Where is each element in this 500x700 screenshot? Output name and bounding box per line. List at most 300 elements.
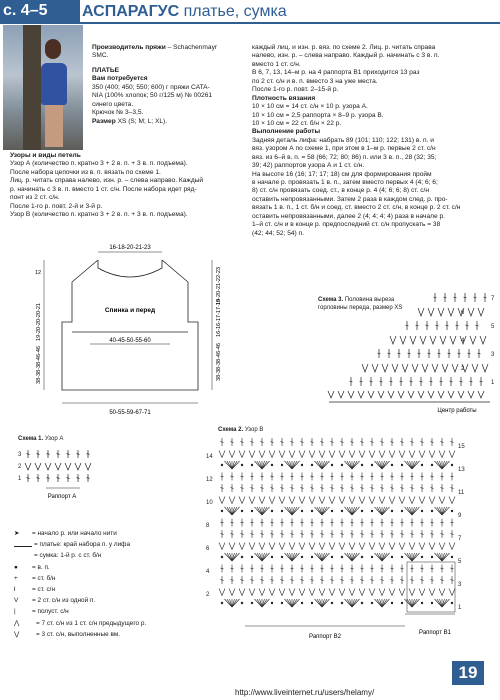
patterns-line: Лиц. р. читать справа налево, изн. р. – слева направо. Каждый [10, 177, 204, 185]
stitch-bar [411, 476, 414, 477]
stitch-bar [441, 488, 444, 489]
stitch-bar [361, 488, 364, 489]
stitch-bar [241, 580, 244, 581]
v-stitch-mark [359, 451, 365, 458]
stitch-bar [470, 381, 473, 382]
chain-dot [281, 510, 283, 512]
v-stitch-mark [339, 589, 345, 596]
chain-dot [271, 510, 273, 512]
stitch-bar [231, 442, 234, 443]
stitch-bar [341, 522, 344, 523]
chain-dot [371, 556, 373, 558]
stitch-bar [321, 568, 324, 569]
fan-mark [407, 461, 412, 469]
fan-mark [437, 507, 442, 515]
v-stitch-mark [339, 451, 345, 458]
work-line: Задняя деталь лифа: набрать 89 (101; 110; 122; 131) в. п. и [252, 136, 434, 144]
v-stitch-mark [399, 451, 405, 458]
v-stitch-mark [432, 364, 438, 372]
stitch-bar [221, 522, 224, 523]
v-stitch-mark [319, 451, 325, 458]
stitch-bar [428, 353, 431, 354]
work-line: 8) ст. с/н провязать соед. ст., в конце р. 4 (4; 6; 6; 8) ст. с/н [252, 187, 429, 195]
photo-dress [41, 63, 67, 105]
stitch-bar [441, 476, 444, 477]
legend-item [14, 550, 199, 561]
stitch-bar [331, 476, 334, 477]
fan-mark [317, 461, 322, 469]
stitch-bar [331, 522, 334, 523]
v-stitch-mark [349, 589, 355, 596]
v-stitch-mark [388, 391, 394, 398]
stitch-bar [351, 442, 354, 443]
v-stitch-mark [339, 543, 345, 550]
stitch-bar [311, 522, 314, 523]
chain-dot [311, 556, 313, 558]
v-stitch-mark [289, 543, 295, 550]
stitch-bar [291, 568, 294, 569]
v-stitch-mark [358, 391, 364, 398]
stitch-bar [436, 325, 439, 326]
stitch-bar [456, 325, 459, 326]
stitch-bar [321, 580, 324, 581]
scheme2-row-number: 7 [458, 536, 462, 542]
v-stitch-mark [439, 497, 445, 504]
stitch-bar [411, 488, 414, 489]
stitch-bar [321, 488, 324, 489]
stitch-bar [430, 381, 433, 382]
chain-dot [421, 556, 423, 558]
chain-dot [341, 510, 343, 512]
stitch-bar [350, 381, 353, 382]
v-stitch-mark [229, 451, 235, 458]
chain-dot [391, 464, 393, 466]
stitch-bar [391, 534, 394, 535]
v-stitch-mark [428, 391, 434, 398]
side-left-bottom-label: 38-38-38-46-46 [36, 346, 42, 384]
stitch-bar [47, 454, 50, 455]
scheme2-subtitle: Узор В [243, 427, 264, 433]
v-stitch-mark [470, 336, 476, 344]
stitch-bar [301, 442, 304, 443]
stitch-bar [371, 568, 374, 569]
v-stitch-mark [429, 543, 435, 550]
scheme3-chart [325, 290, 495, 420]
stitch-bar [361, 568, 364, 569]
v-stitch-mark [259, 497, 265, 504]
fan-mark [407, 599, 412, 607]
stitch-bar [311, 568, 314, 569]
stitch-bar [281, 568, 284, 569]
stitch-bar [460, 381, 463, 382]
v-stitch-mark [219, 451, 225, 458]
scheme2-row-number: 5 [458, 559, 462, 565]
need-line: 350 (400; 450; 550; 600) г пряжи CATA- [92, 83, 210, 91]
stitch-bar [431, 476, 434, 477]
instr-line: вместо 1 ст. с/н. [252, 60, 301, 68]
chain-dot [421, 464, 423, 466]
v-stitch-mark [348, 391, 354, 398]
stitch-bar [261, 488, 264, 489]
v-stitch-mark [450, 336, 456, 344]
patterns-line: понт из 2 ст. с/н. [10, 194, 60, 202]
chain-dot [341, 602, 343, 604]
legend-item [14, 528, 199, 539]
stitch-bar [311, 580, 314, 581]
v-stitch-mark [45, 463, 51, 470]
stitch-bar [47, 478, 50, 479]
v-stitch-mark [379, 543, 385, 550]
photo-head [45, 39, 61, 59]
stitch-bar [411, 534, 414, 535]
chain-dot [221, 602, 223, 604]
stitch-bar [401, 488, 404, 489]
stitch-bar [371, 476, 374, 477]
chain-dot [241, 602, 243, 604]
work-line: 39; 42) раппортов узора А и 1 ст. с/н. [252, 162, 365, 170]
scheme3-row-number: 5 [491, 324, 495, 330]
stitch-bar [381, 488, 384, 489]
v-stitch-mark [378, 391, 384, 398]
stitch-bar [401, 534, 404, 535]
stitch-bar [421, 442, 424, 443]
stitch-bar [231, 534, 234, 535]
v-stitch-mark [339, 497, 345, 504]
fan-mark [437, 599, 442, 607]
stitch-bar [361, 476, 364, 477]
stitch-bar [410, 381, 413, 382]
stitch-bar [371, 534, 374, 535]
chain-dot [371, 464, 373, 466]
stitch-bar [380, 381, 383, 382]
legend-text: = 2 ст. с/н из одной п. [32, 597, 96, 605]
stitch-bar [484, 297, 487, 298]
chain-dot [401, 556, 403, 558]
stitch-bar [251, 534, 254, 535]
chain-dot [431, 464, 433, 466]
v-stitch-mark [299, 451, 305, 458]
legend-text: = ст. б/н [32, 574, 56, 582]
stitch-bar [401, 442, 404, 443]
v-stitch-mark [419, 451, 425, 458]
fan-mark [317, 507, 322, 515]
stitch-bar [57, 454, 60, 455]
v-stitch-mark [328, 391, 334, 398]
stitch-bar [281, 580, 284, 581]
v-stitch-mark [389, 589, 395, 596]
v-stitch-mark [420, 336, 426, 344]
top-width-label: 16-18-20-21-23 [109, 245, 151, 251]
stitch-bar [27, 454, 30, 455]
stitch-bar [67, 478, 70, 479]
stitch-bar [420, 381, 423, 382]
v-stitch-mark [418, 391, 424, 398]
v-stitch-mark [229, 497, 235, 504]
chain-dot [221, 510, 223, 512]
chain-dot [451, 602, 453, 604]
stitch-bar [77, 478, 80, 479]
stitch-bar [301, 488, 304, 489]
need-title: Вам потребуется [92, 75, 148, 83]
scheme2-row-number: 2 [206, 592, 210, 598]
work-line: (42; 44; 52; 54) п. [252, 229, 304, 237]
v-stitch-mark [319, 543, 325, 550]
scheme1-subtitle: Узор А [43, 436, 64, 442]
stitch-bar [301, 580, 304, 581]
stitch-bar [421, 568, 424, 569]
chain-dot [311, 602, 313, 604]
legend-item [14, 606, 199, 617]
v-stitch-mark [472, 364, 478, 372]
stitch-bar [331, 580, 334, 581]
stitch-bar [371, 580, 374, 581]
scheme3-row-number: 3 [491, 352, 495, 358]
scheme2-row-number: 11 [458, 490, 465, 496]
chain-dot [221, 464, 223, 466]
fan-mark [257, 599, 262, 607]
density-title: Плотность вязания [252, 94, 316, 102]
fan-mark [257, 507, 262, 515]
scheme3-row-number: 1 [491, 380, 495, 386]
stitch-bar [446, 325, 449, 326]
v-stitch-mark [392, 364, 398, 372]
chain-dot [221, 556, 223, 558]
stitch-bar [261, 476, 264, 477]
v-stitch-mark [398, 391, 404, 398]
v-stitch-mark [269, 451, 275, 458]
chain-dot [331, 464, 333, 466]
yarn-brand-2: SMC. [92, 52, 109, 60]
v-stitch-mark [418, 308, 424, 316]
chain-dot [281, 602, 283, 604]
stitch-bar [361, 534, 364, 535]
stitch-bar [391, 476, 394, 477]
v-stitch-mark [429, 589, 435, 596]
stitch-bar [391, 522, 394, 523]
stitch-bar [360, 381, 363, 382]
start-symbol-icon: ➤ [14, 530, 20, 537]
chain-dot [251, 510, 253, 512]
fan-mark [227, 553, 232, 561]
stitch-bar [251, 476, 254, 477]
page-code: с. 4–5 [0, 0, 80, 22]
v-stitch-mark [229, 543, 235, 550]
mid-width-label: 40-45-50-55-60 [109, 338, 151, 344]
density-line: 10 × 10 см = 2,5 раппорта × 8–9 р. узора В. [252, 111, 384, 119]
v-stitch-mark [399, 497, 405, 504]
stitch-bar [411, 442, 414, 443]
legend-text: = ст. с/н [32, 586, 55, 594]
stitch-bar [341, 476, 344, 477]
stitch-bar [231, 522, 234, 523]
chain-dot [241, 556, 243, 558]
v-stitch-mark [409, 497, 415, 504]
legend-item [14, 629, 199, 640]
stitch-bar [391, 488, 394, 489]
need-line: Крючок № 3–3,5. [92, 109, 144, 117]
legend-text: = в. п. [32, 563, 50, 571]
v-stitch-mark [329, 589, 335, 596]
fan-mark [377, 461, 382, 469]
stitch-bar [451, 580, 454, 581]
v-stitch-mark [349, 497, 355, 504]
chain-dot [451, 556, 453, 558]
stitch-bar [331, 568, 334, 569]
stitch-bar [411, 568, 414, 569]
chain-dot [401, 510, 403, 512]
source-url: http://www.liveinternet.ru/users/helamy/ [235, 688, 375, 697]
stitch-bar [281, 534, 284, 535]
patterns-title: Узоры и виды петель [10, 152, 81, 159]
header-rule [0, 22, 500, 24]
v-stitch-mark [309, 451, 315, 458]
stitch-bar [441, 534, 444, 535]
chain-dot [271, 556, 273, 558]
stitch-bar [388, 353, 391, 354]
stitch-bar [291, 488, 294, 489]
fan-mark [317, 553, 322, 561]
scheme2-row-number: 3 [458, 582, 462, 588]
legend-item [14, 618, 199, 629]
stitch-bar [411, 580, 414, 581]
fan-mark [347, 507, 352, 515]
stitch-bar [361, 442, 364, 443]
stitch-bar [221, 534, 224, 535]
stitch-bar [431, 580, 434, 581]
stitch-bar [451, 534, 454, 535]
stitch-bar [371, 488, 374, 489]
stitch-bar [321, 522, 324, 523]
stitch-bar [341, 568, 344, 569]
stitch-bar [221, 442, 224, 443]
rapport-b1-label: Раппорт В1 [419, 630, 451, 636]
bottom-width-label: 50-55-59-67-71 [109, 410, 151, 416]
stitch-bar [448, 353, 451, 354]
left-mark: 12 [35, 270, 42, 276]
patterns-line: После набора цепочки из в. п. вязать по схеме 1. [10, 168, 161, 176]
scheme3-caption: Центр работы [437, 408, 477, 414]
stitch-bar [440, 381, 443, 382]
scheme2-row-number: 12 [206, 477, 213, 483]
chain-dot [371, 510, 373, 512]
v-stitch-mark [25, 463, 31, 470]
stitch-bar [291, 534, 294, 535]
v-stitch-mark [338, 391, 344, 398]
stitch-bar [370, 381, 373, 382]
v-stitch-mark [349, 543, 355, 550]
stitch-bar [291, 522, 294, 523]
stitch-bar [351, 476, 354, 477]
v-stitch-mark [229, 589, 235, 596]
stitch-bar [231, 580, 234, 581]
work-line: в начале р. провязать 1 в. п., затем вместо первых 4 (4; 6; 6; [252, 179, 438, 186]
scheme1-title [18, 436, 63, 444]
stitch-bar [408, 353, 411, 354]
scheme2-row-number: 9 [458, 513, 462, 519]
v-stitch-mark [219, 589, 225, 596]
v-stitch-mark [449, 497, 455, 504]
v-stitch-mark [329, 497, 335, 504]
stitch-bar [466, 325, 469, 326]
v-stitch-mark [379, 497, 385, 504]
patterns-block [10, 152, 245, 220]
v-stitch-mark [382, 364, 388, 372]
stitch-bar [221, 568, 224, 569]
schematic-outline [62, 260, 198, 390]
v-stitch-mark [409, 451, 415, 458]
stitch-bar [478, 353, 481, 354]
chain-dot [281, 556, 283, 558]
size-value: XS (S; M; L; XL). [115, 117, 168, 125]
stitch-bar [371, 522, 374, 523]
chain-dot [301, 602, 303, 604]
v-stitch-mark [468, 308, 474, 316]
chain-dot [331, 556, 333, 558]
stitch-bar [261, 442, 264, 443]
stitch-bar [474, 297, 477, 298]
stitch-bar [438, 353, 441, 354]
v-stitch-mark [289, 497, 295, 504]
stitch-bar [418, 353, 421, 354]
chain-dot [341, 464, 343, 466]
chain-dot [331, 510, 333, 512]
v-stitch-mark [368, 391, 374, 398]
v-stitch-mark [408, 391, 414, 398]
stitch-bar [281, 476, 284, 477]
chain-dot [361, 510, 363, 512]
legend-item [14, 573, 199, 584]
scheme2-row-number: 14 [206, 454, 213, 460]
v-stitch-mark [249, 589, 255, 596]
photo-legs [45, 105, 63, 147]
stitch-bar [398, 353, 401, 354]
scheme3-row-number: 6 [461, 310, 465, 316]
scheme2-row-number: 8 [206, 523, 210, 529]
stitch-bar [441, 442, 444, 443]
fan-mark [257, 553, 262, 561]
photo-tree [23, 25, 41, 150]
pattern-schematic [30, 240, 230, 420]
stitch-bar [451, 442, 454, 443]
stitch-bar [251, 580, 254, 581]
stitch-bar [341, 534, 344, 535]
chain-dot [451, 464, 453, 466]
v-stitch-mark [329, 451, 335, 458]
fan-mark [227, 599, 232, 607]
v-stitch-mark [449, 543, 455, 550]
v-stitch-mark [389, 543, 395, 550]
v-stitch-mark [379, 451, 385, 458]
stitch-bar [281, 442, 284, 443]
scheme2-row-number: 1 [458, 605, 462, 611]
legend-text: = платье: край набора п. у лифа [34, 541, 130, 549]
v-stitch-mark [299, 589, 305, 596]
stitch-bar [361, 522, 364, 523]
stitch-bar [251, 488, 254, 489]
v-stitch-mark [269, 497, 275, 504]
v-stitch-mark [319, 497, 325, 504]
scheme1-rapport: Раппорт А [47, 494, 77, 500]
dc-symbol-icon: ł [14, 586, 16, 594]
v-stitch-mark [349, 451, 355, 458]
density-line: 10 × 10 см = 22 ст. б/н × 22 р. [252, 119, 342, 127]
chain-dot [341, 556, 343, 558]
stitch-bar [331, 534, 334, 535]
stitch-bar [231, 488, 234, 489]
chain-dot [431, 602, 433, 604]
stitch-bar [221, 476, 224, 477]
side-left-label: 19-20-20-20-21 [36, 303, 42, 341]
